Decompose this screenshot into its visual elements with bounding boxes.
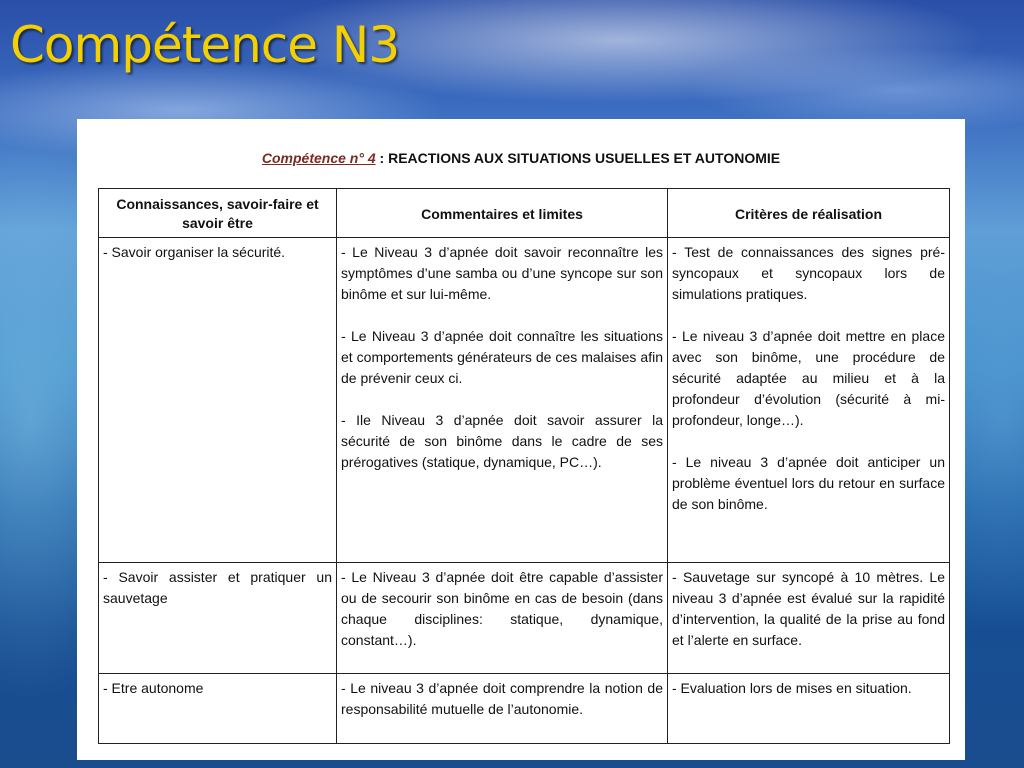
- criteria-paragraph: - Test de connaissances des signes pré-syncopaux et syncopaux lors de simulations pratiques.: [672, 244, 945, 302]
- header-comments: Commentaires et limites: [337, 189, 668, 238]
- comment-paragraph: - Le Niveau 3 d’apnée doit connaître les situations et comportements générateurs de ces malaises afin de prévenir ceux ci.: [341, 328, 663, 386]
- criteria-paragraph: - Sauvetage sur syncopé à 10 mètres. Le niveau 3 d’apnée est évalué sur la rapidité d’intervention, la qualité de la prise au fond et l’alerte en surface.: [672, 569, 945, 648]
- competence-title: : REACTIONS AUX SITUATIONS USUELLES ET AUTONOMIE: [375, 150, 781, 166]
- comment-paragraph: - Le Niveau 3 d’apnée doit être capable d’assister ou de secourir son binôme en cas de besoin (dans chaque disciplines: statique, dynamique, constant…).: [341, 569, 663, 648]
- slide-title: Compétence N3: [10, 16, 400, 74]
- table-row: [99, 238, 950, 563]
- knowledge-cell: - Savoir organiser la sécurité.: [99, 238, 337, 563]
- knowledge-cell: - Etre autonome: [99, 674, 337, 744]
- table-row: [99, 674, 950, 744]
- comment-paragraph: - Ile Niveau 3 d’apnée doit savoir assurer la sécurité de son binôme dans le cadre de ses prérogatives (statique, dynamique, PC…).: [341, 412, 663, 470]
- header-criteria: Critères de réalisation: [668, 189, 950, 238]
- comment-paragraph: - Le Niveau 3 d’apnée doit savoir reconnaître les symptômes d’une samba ou d’une syncope sur son binôme et sur lui-même.: [341, 244, 663, 302]
- comment-paragraph: - Le niveau 3 d’apnée doit comprendre la notion de responsabilité mutuelle de l’autonomie.: [341, 680, 663, 717]
- criteria-cell: [668, 674, 950, 744]
- document-heading: [77, 150, 965, 166]
- comments-cell: [337, 238, 668, 563]
- header-knowledge: Connaissances, savoir-faire et savoir être: [99, 189, 337, 238]
- criteria-cell: [668, 563, 950, 674]
- document-panel: [77, 119, 965, 760]
- knowledge-cell: - Savoir assister et pratiquer un sauvetage: [99, 563, 337, 674]
- criteria-paragraph: - Evaluation lors de mises en situation.: [672, 680, 912, 696]
- criteria-paragraph: - Le niveau 3 d’apnée doit mettre en place avec son binôme, une procédure de sécurité adaptée au milieu et à la profondeur d’évolution (sécurité à mi-profondeur, longe…).: [672, 328, 945, 428]
- criteria-cell: [668, 238, 950, 563]
- comments-cell: [337, 563, 668, 674]
- criteria-paragraph: - Le niveau 3 d’apnée doit anticiper un problème éventuel lors du retour en surface de son binôme.: [672, 454, 945, 512]
- competence-label: Compétence n° 4: [261, 150, 376, 166]
- table-row: [99, 563, 950, 674]
- comments-cell: [337, 674, 668, 744]
- table-header-row: [99, 189, 950, 238]
- competence-table: [98, 188, 950, 744]
